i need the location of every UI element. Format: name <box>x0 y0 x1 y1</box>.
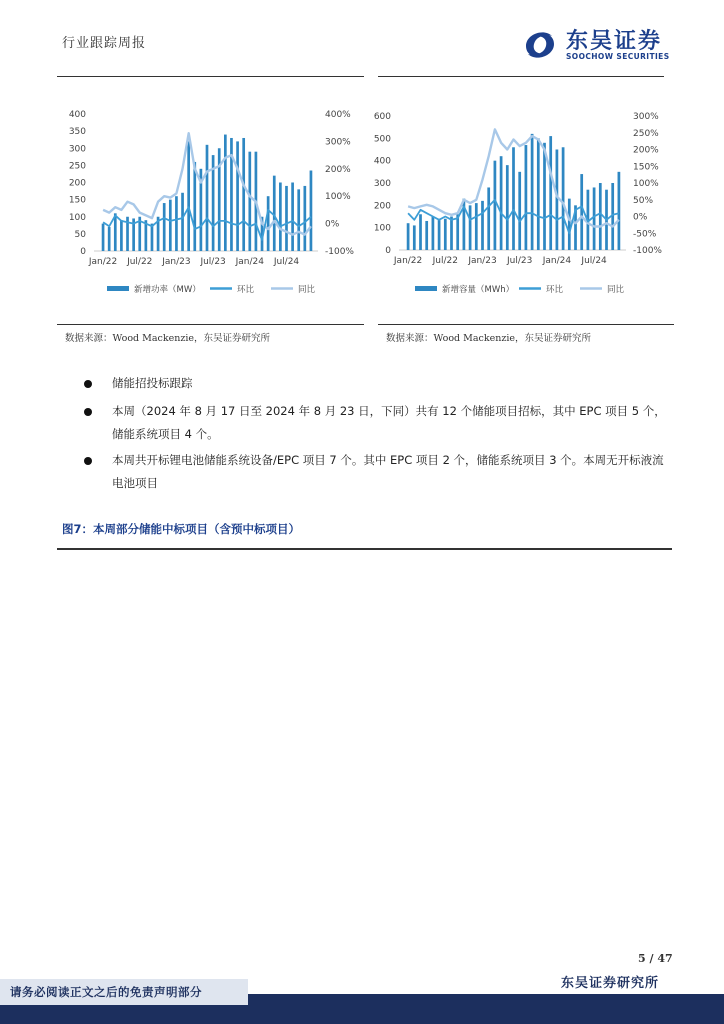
bar <box>242 138 245 251</box>
x-tick-label: Jul/22 <box>127 257 153 267</box>
bar <box>475 203 478 250</box>
bar <box>224 135 227 251</box>
y-right-tick-label: 300% <box>325 137 351 148</box>
bar <box>438 219 441 250</box>
y-right-tick-label: 200% <box>325 164 351 175</box>
bar <box>487 187 490 250</box>
y-left-tick-label: 200 <box>373 201 391 212</box>
bar <box>425 221 428 250</box>
bar <box>537 138 540 250</box>
bar <box>267 196 270 251</box>
bar <box>506 165 509 250</box>
bar <box>580 174 583 250</box>
x-tick-label: Jan/24 <box>542 256 572 266</box>
left-chart-top-rule <box>57 76 364 77</box>
bar <box>444 219 447 250</box>
bar <box>193 162 196 251</box>
bar <box>175 196 178 251</box>
y-right-tick-label: 400% <box>325 110 351 120</box>
bullet-text: 本周共开标锂电池储能系统设备/EPC 项目 7 个。其中 EPC 项目 2 个，储能系统项目 3 个。本周无开标液流电池项目 <box>112 453 664 490</box>
y-right-tick-label: 100% <box>633 179 659 189</box>
x-tick-label: Jul/23 <box>200 257 226 267</box>
bar <box>481 201 484 250</box>
bullet-text: 本周（2024 年 8 月 17 日至 2024 年 8 月 23 日，下同）共有 12 个储能项目招标，其中 EPC 项目 5 个，储能系统项目 4 个。 <box>112 404 666 441</box>
bullet-item <box>62 400 666 448</box>
bullet-item <box>62 449 666 497</box>
x-tick-label: Jan/22 <box>88 257 118 267</box>
bar <box>248 152 251 251</box>
y-left-tick-label: 400 <box>373 156 391 167</box>
y-right-tick-label: 300% <box>633 112 659 122</box>
bar <box>432 217 435 251</box>
y-right-tick-label: 0% <box>325 219 340 230</box>
bar <box>494 161 497 250</box>
x-tick-label: Jul/24 <box>581 256 607 266</box>
bar <box>450 217 453 251</box>
page-number: 5 / 47 <box>638 952 673 965</box>
bar <box>469 205 472 250</box>
bar <box>568 199 571 250</box>
bar <box>187 141 190 251</box>
y-left-tick-label: 50 <box>74 229 86 240</box>
figure-title-rule <box>57 548 672 550</box>
y-left-tick-label: 300 <box>68 144 86 155</box>
figure-title: 图7：本周部分储能中标项目（含预中标项目） <box>62 522 300 536</box>
capacity-chart <box>373 100 674 300</box>
bar <box>291 183 294 252</box>
bar <box>549 136 552 250</box>
bar <box>407 223 410 250</box>
institute-name: 东吴证券研究所 <box>561 976 660 991</box>
bar <box>543 143 546 250</box>
legend-label: 同比 <box>607 285 625 295</box>
bar <box>562 147 565 250</box>
bullet-dot-icon <box>84 457 92 465</box>
power-chart <box>57 100 367 300</box>
y-left-tick-label: 100 <box>373 223 391 234</box>
right-source-rule <box>378 324 674 325</box>
bar <box>593 187 596 250</box>
y-left-tick-label: 500 <box>373 134 391 145</box>
x-tick-label: Jan/24 <box>235 257 264 267</box>
x-tick-label: Jul/22 <box>432 256 458 266</box>
logo-mark-icon <box>518 26 562 64</box>
y-right-tick-label: -100% <box>325 247 354 257</box>
x-tick-label: Jul/23 <box>507 256 533 266</box>
y-right-tick-label: 0% <box>633 212 648 223</box>
bar <box>310 171 313 251</box>
legend-label: 环比 <box>546 285 564 295</box>
legend-label: 同比 <box>298 285 316 295</box>
bar <box>500 156 503 250</box>
x-tick-label: Jul/24 <box>273 257 300 267</box>
bar <box>169 200 172 251</box>
right-chart-top-rule <box>378 76 664 77</box>
bar <box>518 172 521 250</box>
bullet-text: 储能招投标跟踪 <box>112 376 193 390</box>
bullet-item <box>62 372 666 396</box>
y-left-tick-label: 100 <box>68 212 86 223</box>
bar <box>206 145 209 251</box>
y-left-tick-label: 200 <box>68 178 86 189</box>
y-right-tick-label: 250% <box>633 128 659 139</box>
bar <box>285 186 288 251</box>
bar <box>108 227 111 251</box>
y-left-tick-label: 600 <box>373 112 391 122</box>
power-chart-svg <box>57 100 367 300</box>
disclaimer-note: 请务必阅读正文之后的免责声明部分 <box>0 979 248 1005</box>
y-left-tick-label: 150 <box>68 195 86 206</box>
legend-label: 新增容量（MWh） <box>442 285 515 295</box>
y-right-tick-label: 50% <box>633 195 654 206</box>
bar <box>120 220 123 251</box>
y-left-tick-label: 300 <box>373 179 391 189</box>
y-right-tick-label: 100% <box>325 192 351 203</box>
bar <box>151 224 154 251</box>
bar <box>531 134 534 250</box>
y-left-tick-label: 250 <box>68 161 86 172</box>
x-tick-label: Jan/23 <box>162 257 191 267</box>
y-right-tick-label: -100% <box>633 246 662 256</box>
bullet-dot-icon <box>84 380 92 388</box>
legend-label: 环比 <box>237 285 255 295</box>
y-left-tick-label: 0 <box>80 247 86 257</box>
right-chart-source: 数据来源：Wood Mackenzie，东吴证券研究所 <box>386 333 592 344</box>
bar <box>556 150 559 251</box>
bar <box>297 189 300 251</box>
left-source-rule <box>57 324 364 325</box>
y-left-tick-label: 350 <box>68 127 86 138</box>
y-right-tick-label: 150% <box>633 162 659 173</box>
y-left-tick-label: 0 <box>385 246 391 256</box>
bar <box>618 172 621 250</box>
brand-logo <box>518 24 678 64</box>
bar <box>512 147 515 250</box>
bar <box>163 203 166 251</box>
bar <box>599 183 602 250</box>
capacity-chart-svg <box>373 100 674 300</box>
bar <box>102 224 105 251</box>
bar <box>181 193 184 251</box>
legend-swatch <box>107 286 129 291</box>
x-tick-label: Jan/22 <box>393 256 423 266</box>
legend-swatch <box>415 286 437 291</box>
bullet-dot-icon <box>84 408 92 416</box>
legend-label: 新增功率（MW） <box>134 285 201 295</box>
bar <box>114 213 117 251</box>
report-type-title: 行业跟踪周报 <box>62 36 147 51</box>
logo-english-text: SOOCHOW SECURITIES <box>566 52 670 61</box>
bar <box>303 186 306 251</box>
left-chart-source: 数据来源：Wood Mackenzie，东吴证券研究所 <box>65 333 271 344</box>
bar <box>525 145 528 250</box>
bar <box>419 214 422 250</box>
bar <box>236 141 239 251</box>
bar <box>279 183 282 252</box>
y-right-tick-label: -50% <box>633 229 657 240</box>
bar <box>413 225 416 250</box>
y-right-tick-label: 200% <box>633 145 659 156</box>
y-left-tick-label: 400 <box>68 110 86 120</box>
bar <box>456 214 459 250</box>
x-tick-label: Jan/23 <box>468 256 497 266</box>
logo-chinese-text: 东吴证券 <box>566 28 663 54</box>
